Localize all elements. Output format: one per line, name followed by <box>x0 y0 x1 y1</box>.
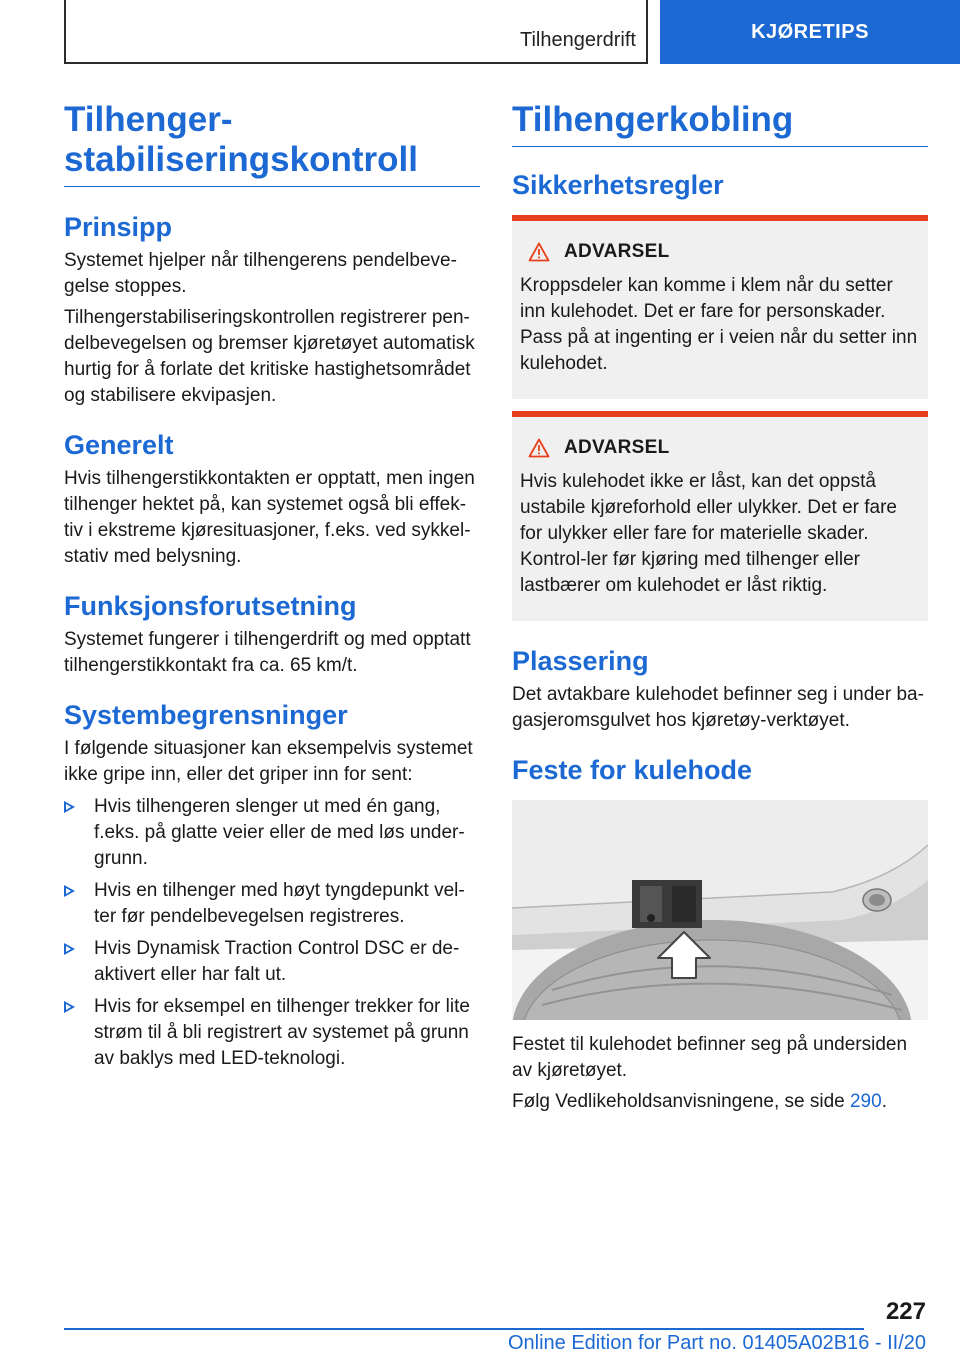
triangle-bullet-icon <box>64 801 75 813</box>
warning-title-2 <box>528 437 920 459</box>
section-limits <box>64 699 480 1072</box>
list-item <box>64 994 480 1072</box>
car-underside-drawing <box>512 800 928 1020</box>
left-column <box>64 100 480 1072</box>
warning-label: ADVARSEL <box>564 437 670 458</box>
heading-prerequisites: Funksjonsforutsetning <box>64 591 357 621</box>
list-item <box>64 794 480 872</box>
limits-intro: I følgende situasjoner kan eksempelvis systemet ikke gripe inn, eller det griper inn for sent: <box>64 738 473 785</box>
principle-paragraph-1: Systemet hjelper når tilhengerens pendelbeve-gelse stoppes. <box>64 250 457 297</box>
limits-list <box>64 794 480 1072</box>
mount-paragraph-2 <box>512 1089 928 1115</box>
list-item-text: Hvis en tilhenger med høyt tyngdepunkt vel-ter før pendelbevegelsen registreres. <box>94 880 465 927</box>
mount-paragraph-1: Festet til kulehodet befinner seg på undersiden av kjøretøyet. <box>512 1034 908 1081</box>
warning-box-1 <box>512 215 928 399</box>
warning-text-1: Kroppsdeler kan komme i klem når du setter inn kulehodet. Det er fare for personskader. Pass på at ingenting er i veien når du setter inn kulehodet. <box>520 275 918 374</box>
warning-triangle-icon <box>528 242 550 262</box>
section-mount <box>512 754 928 1115</box>
list-item-text: Hvis tilhengeren slenger ut med én gang, f.eks. på glatte veier eller de med løs under-grunn. <box>94 796 465 869</box>
principle-paragraph-2: Tilhengerstabiliseringskontrollen registrerer pen-delbevegelsen og bremser kjøretøyet automatisk hurtig for å forlate det kritiske hastighetsområdet og stabilisere ekvipasjen. <box>64 307 475 406</box>
location-paragraph: Det avtakbare kulehodet befinner seg i under ba-gasjeromsgulvet hos kjøretøy-verktøyet. <box>512 684 924 731</box>
mount-paragraph-2-text: Følg Vedlikeholdsanvisningene, se side <box>512 1091 850 1112</box>
triangle-bullet-icon <box>64 1001 75 1013</box>
section-prerequisites <box>64 590 480 679</box>
heading-general: Generelt <box>64 430 174 460</box>
header-section-box <box>64 0 648 64</box>
triangle-bullet-icon <box>64 943 75 955</box>
footer-rule <box>64 1328 864 1330</box>
header-section-title: Tilhengerdrift <box>520 29 636 51</box>
heading-principle: Prinsipp <box>64 212 173 242</box>
section-principle <box>64 211 480 409</box>
list-item <box>64 878 480 930</box>
section-general <box>64 429 480 570</box>
warning-text-2: Hvis kulehodet ikke er låst, kan det oppstå ustabile kjøreforhold eller ulykker. Det er fare for ulykker eller fare for materielle skader. Kontrol-ler før kjøring med tilhenger eller lastbærer om kulehodet er låst riktig. <box>520 471 897 596</box>
warning-box-2 <box>512 411 928 621</box>
triangle-bullet-icon <box>64 885 75 897</box>
warning-label: ADVARSEL <box>564 241 670 262</box>
title-trailer-hitch: Tilhengerkobling <box>512 100 928 147</box>
list-item-text: Hvis Dynamisk Traction Control DSC er de-aktivert eller har falt ut. <box>94 938 460 985</box>
right-column <box>512 100 928 1115</box>
section-location <box>512 645 928 734</box>
list-item-text: Hvis for eksempel en tilhenger trekker for lite strøm til å bli registrert av systemet på grunn av baklys med LED-teknologi. <box>94 996 470 1069</box>
title-trailer-stability: Tilhenger- stabiliseringskontroll <box>64 100 480 187</box>
hitch-mount-illustration <box>512 800 928 1020</box>
heading-limits: Systembegrensninger <box>64 700 348 730</box>
page-reference-link[interactable]: 290 <box>849 1091 882 1112</box>
list-item <box>64 936 480 988</box>
prerequisites-paragraph: Systemet fungerer i tilhengerdrift og med opptatt tilhengerstikkontakt fra ca. 65 km/t. <box>64 629 471 676</box>
heading-mount: Feste for kulehode <box>512 755 753 785</box>
heading-location: Plassering <box>512 646 649 676</box>
heading-safety-rules: Sikkerhetsregler <box>512 170 724 200</box>
mount-paragraph-2-end: . <box>881 1091 887 1112</box>
page-number: 227 <box>885 1298 926 1325</box>
footer-edition: Online Edition for Part no. 01405A02B16 - II/20 <box>507 1332 926 1354</box>
warning-triangle-icon <box>528 438 550 458</box>
header-chapter-tab[interactable]: KJØRETIPS <box>660 0 960 64</box>
warning-title-1 <box>528 241 920 263</box>
general-paragraph: Hvis tilhengerstikkontakten er opptatt, men ingen tilhenger hektet på, kan systemet også bli effek-tiv i ekstreme kjøresituasjoner, f.eks. ved sykkel-stativ med belysning. <box>64 468 475 567</box>
